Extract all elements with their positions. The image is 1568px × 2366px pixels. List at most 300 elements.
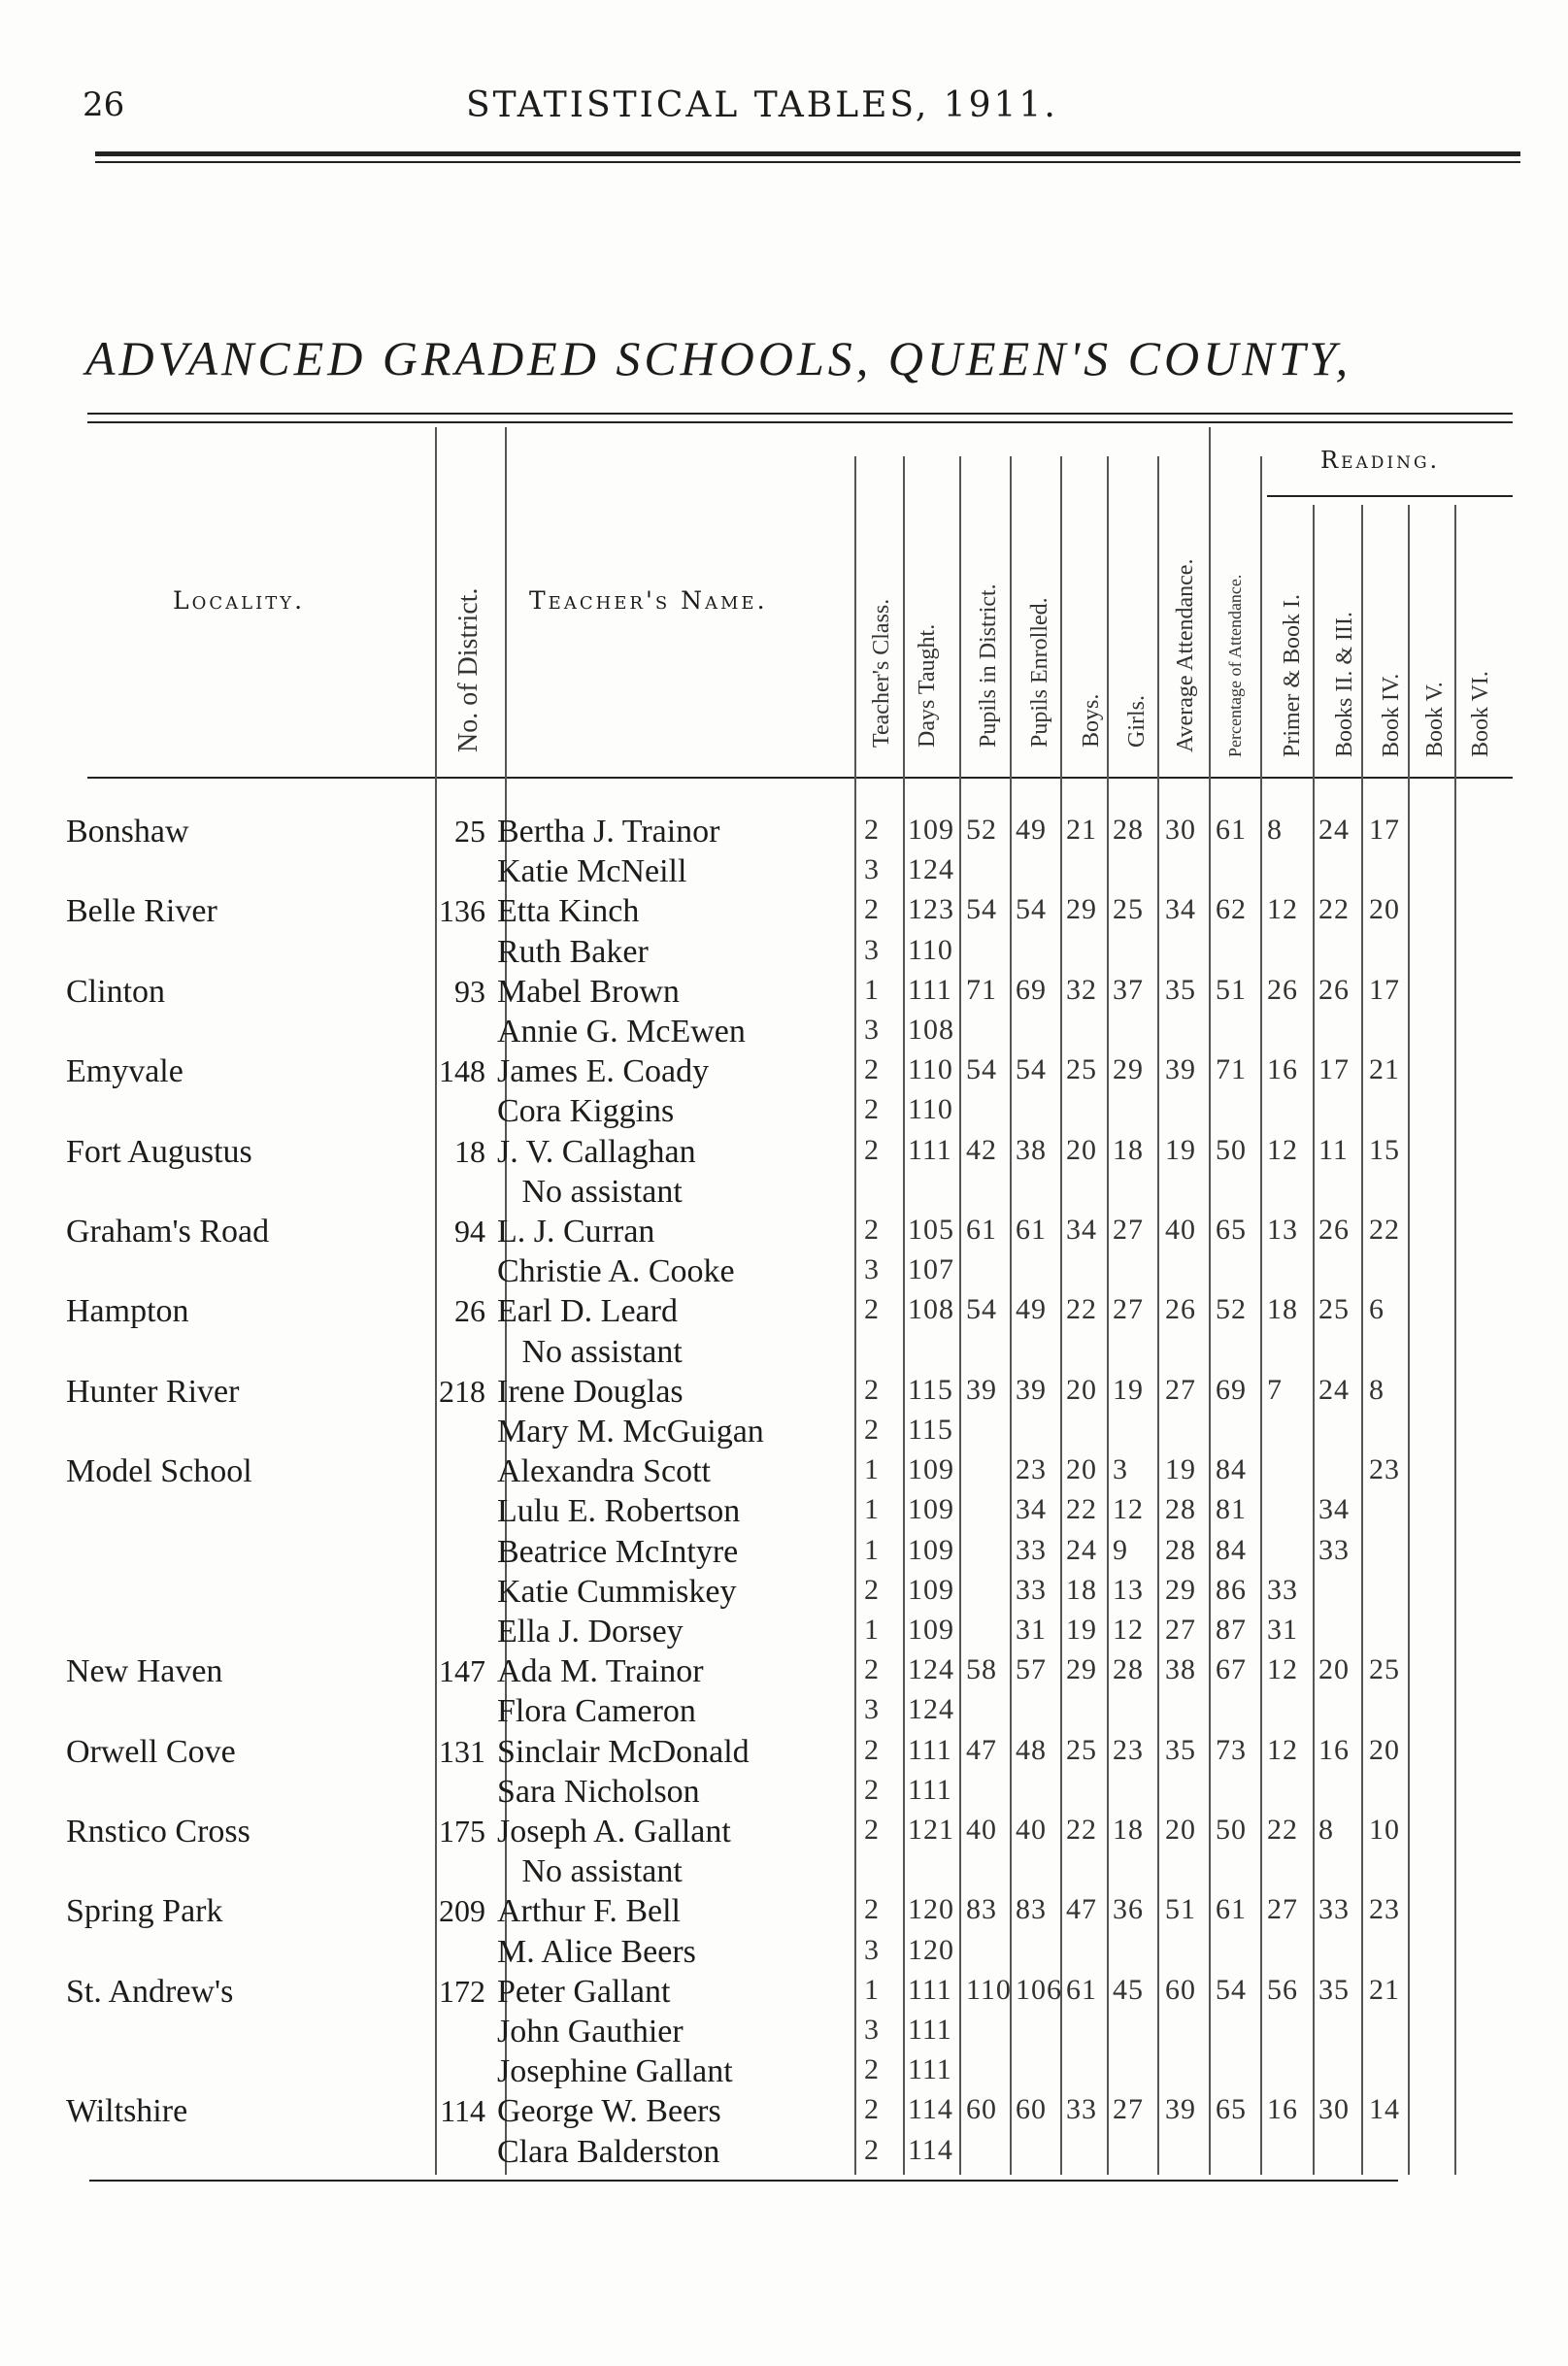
cell-teacher-class: 2 [864, 1414, 880, 1446]
cell-teacher-name: J. V. Callaghan [497, 1133, 696, 1170]
cell-teacher-name: Ada M. Trainor [497, 1653, 704, 1690]
cell-teacher-class: 2 [864, 2093, 880, 2126]
cell-teacher-class: 3 [864, 1014, 880, 1046]
cell-boys: 32 [1066, 973, 1097, 1006]
col-header-book-4: Book IV. [1379, 673, 1404, 757]
cell-teacher-name: No assistant [497, 1853, 683, 1890]
cell-teacher-name: Arthur F. Bell [497, 1893, 681, 1930]
cell-girls: 13 [1113, 1573, 1144, 1606]
cell-district: 175 [439, 1814, 485, 1849]
cell-teacher-class: 1 [864, 1493, 880, 1526]
cell-boys: 20 [1066, 1373, 1097, 1406]
cell-average-attendance: 35 [1165, 1733, 1196, 1766]
col-header-boys: Boys. [1079, 693, 1104, 748]
cell-days-taught: 111 [908, 2053, 952, 2086]
cell-locality: St. Andrew's [66, 1973, 234, 2010]
cell-pupils-district: 39 [966, 1373, 997, 1406]
cell-days-taught: 124 [908, 853, 954, 886]
cell-teacher-name: Irene Douglas [497, 1373, 684, 1410]
cell-teacher-class: 1 [864, 973, 880, 1006]
cell-average-attendance: 26 [1165, 1293, 1196, 1326]
cell-primer-book-1: 8 [1267, 814, 1283, 846]
cell-teacher-name: Katie McNeill [497, 853, 687, 890]
reading-underline [1267, 495, 1513, 497]
cell-teacher-name: Mary M. McGuigan [497, 1414, 764, 1450]
cell-locality: Hampton [66, 1293, 189, 1330]
cell-primer-book-1: 16 [1267, 1053, 1298, 1086]
cell-primer-book-1: 7 [1267, 1373, 1283, 1406]
table-top-rule-2 [87, 421, 1513, 423]
cell-average-attendance: 20 [1165, 1814, 1196, 1846]
cell-girls: 28 [1113, 814, 1144, 846]
col-header-reading: Reading. [1320, 447, 1441, 474]
cell-teacher-name: Katie Cummiskey [497, 1573, 737, 1610]
cell-district: 209 [439, 1893, 485, 1929]
cell-average-attendance: 27 [1165, 1614, 1196, 1646]
cell-pupils-district: 54 [966, 1053, 997, 1086]
cell-district: 131 [439, 1733, 485, 1769]
cell-teacher-name: Sara Nicholson [497, 1773, 700, 1810]
col-header-district: No. of District. [453, 587, 484, 752]
col-header-books-2-3: Books II. & III. [1332, 612, 1357, 757]
cell-boys: 22 [1066, 1293, 1097, 1326]
cell-average-attendance: 19 [1165, 1453, 1196, 1486]
cell-teacher-class: 2 [864, 1093, 880, 1126]
cell-primer-book-1: 12 [1267, 1133, 1298, 1166]
cell-percentage-attendance: 87 [1216, 1614, 1247, 1646]
cell-books-2-3: 20 [1318, 1653, 1350, 1686]
cell-pupils-district: 60 [966, 2093, 997, 2126]
cell-days-taught: 111 [908, 1773, 952, 1806]
cell-days-taught: 108 [908, 1293, 954, 1326]
cell-teacher-name: Earl D. Leard [497, 1293, 678, 1330]
cell-pupils-district: 42 [966, 1133, 997, 1166]
cell-days-taught: 109 [908, 1573, 954, 1606]
cell-teacher-class: 3 [864, 2014, 880, 2046]
cell-pupils-enrolled: 49 [1016, 814, 1047, 846]
cell-district: 172 [439, 1973, 485, 2009]
cell-teacher-class: 3 [864, 1933, 880, 1966]
cell-pupils-enrolled: 61 [1016, 1214, 1047, 1246]
cell-teacher-class: 2 [864, 1733, 880, 1766]
cell-percentage-attendance: 65 [1216, 2093, 1247, 2126]
cell-days-taught: 109 [908, 814, 954, 846]
cell-boys: 47 [1066, 1893, 1097, 1926]
cell-days-taught: 110 [908, 1053, 953, 1086]
cell-average-attendance: 38 [1165, 1653, 1196, 1686]
column-rule [1313, 505, 1315, 2175]
cell-books-2-3: 24 [1318, 814, 1350, 846]
cell-book-4: 22 [1369, 1214, 1400, 1246]
col-header-primer-book-1: Primer & Book I. [1280, 594, 1305, 757]
cell-percentage-attendance: 62 [1216, 893, 1247, 926]
cell-pupils-district: 83 [966, 1893, 997, 1926]
cell-boys: 29 [1066, 1653, 1097, 1686]
cell-days-taught: 109 [908, 1453, 954, 1486]
cell-days-taught: 123 [908, 893, 954, 926]
cell-district: 136 [439, 893, 485, 929]
column-rule [1408, 505, 1410, 2175]
cell-teacher-class: 2 [864, 1653, 880, 1686]
cell-percentage-attendance: 54 [1216, 1973, 1247, 2006]
cell-books-2-3: 35 [1318, 1973, 1350, 2006]
cell-pupils-enrolled: 49 [1016, 1293, 1047, 1326]
col-header-days-taught: Days Taught. [915, 623, 940, 748]
column-rule [1454, 505, 1456, 2175]
cell-book-4: 23 [1369, 1893, 1400, 1926]
cell-teacher-class: 2 [864, 1373, 880, 1406]
cell-teacher-name: Etta Kinch [497, 893, 640, 930]
cell-teacher-name: No assistant [497, 1333, 683, 1370]
cell-teacher-class: 3 [864, 933, 880, 966]
cell-primer-book-1: 12 [1267, 1733, 1298, 1766]
cell-district: 147 [439, 1653, 485, 1689]
header-rule-thin [95, 161, 1520, 163]
cell-book-4: 8 [1369, 1373, 1385, 1406]
cell-days-taught: 110 [908, 1093, 953, 1126]
cell-primer-book-1: 26 [1267, 973, 1298, 1006]
cell-days-taught: 109 [908, 1533, 954, 1566]
cell-teacher-class: 1 [864, 1614, 880, 1646]
cell-boys: 21 [1066, 814, 1097, 846]
cell-pupils-enrolled: 69 [1016, 973, 1047, 1006]
cell-primer-book-1: 13 [1267, 1214, 1298, 1246]
cell-pupils-enrolled: 34 [1016, 1493, 1047, 1526]
col-header-book-5: Book V. [1422, 682, 1448, 757]
cell-book-4: 10 [1369, 1814, 1400, 1846]
cell-average-attendance: 28 [1165, 1493, 1196, 1526]
col-header-book-6: Book VI. [1468, 671, 1493, 757]
cell-books-2-3: 11 [1318, 1133, 1349, 1166]
cell-locality: Wiltshire [66, 2093, 188, 2130]
cell-books-2-3: 26 [1318, 1214, 1350, 1246]
column-rule [1157, 456, 1159, 2175]
cell-teacher-name: Ella J. Dorsey [497, 1614, 684, 1650]
cell-teacher-class: 2 [864, 893, 880, 926]
cell-primer-book-1: 12 [1267, 1653, 1298, 1686]
column-rule [1260, 456, 1262, 2175]
cell-girls: 37 [1113, 973, 1144, 1006]
cell-primer-book-1: 33 [1267, 1573, 1298, 1606]
cell-locality: Spring Park [66, 1893, 223, 1930]
cell-girls: 27 [1113, 1214, 1144, 1246]
cell-average-attendance: 19 [1165, 1133, 1196, 1166]
cell-teacher-class: 2 [864, 1814, 880, 1846]
cell-average-attendance: 34 [1165, 893, 1196, 926]
col-header-teacher-class: Teacher's Class. [869, 598, 894, 748]
cell-pupils-enrolled: 48 [1016, 1733, 1047, 1766]
cell-teacher-class: 2 [864, 2133, 880, 2166]
col-header-average-attendance: Average Attendance. [1173, 558, 1198, 752]
cell-percentage-attendance: 69 [1216, 1373, 1247, 1406]
header-rule-thick [95, 151, 1520, 156]
cell-primer-book-1: 12 [1267, 893, 1298, 926]
cell-book-4: 17 [1369, 814, 1400, 846]
cell-teacher-class: 2 [864, 1773, 880, 1806]
cell-boys: 19 [1066, 1614, 1097, 1646]
cell-average-attendance: 27 [1165, 1373, 1196, 1406]
column-rule [1361, 505, 1363, 2175]
cell-teacher-class: 2 [864, 1293, 880, 1326]
cell-days-taught: 120 [908, 1933, 954, 1966]
cell-percentage-attendance: 86 [1216, 1573, 1247, 1606]
cell-pupils-district: 71 [966, 973, 997, 1006]
cell-books-2-3: 24 [1318, 1373, 1350, 1406]
column-rule [854, 456, 856, 2175]
cell-average-attendance: 30 [1165, 814, 1196, 846]
cell-locality: Clinton [66, 973, 166, 1010]
cell-teacher-name: Clara Balderston [497, 2133, 720, 2170]
cell-average-attendance: 39 [1165, 2093, 1196, 2126]
cell-percentage-attendance: 50 [1216, 1814, 1247, 1846]
cell-primer-book-1: 31 [1267, 1614, 1298, 1646]
cell-boys: 29 [1066, 893, 1097, 926]
cell-pupils-enrolled: 23 [1016, 1453, 1047, 1486]
cell-days-taught: 110 [908, 933, 953, 966]
cell-books-2-3: 26 [1318, 973, 1350, 1006]
cell-girls: 29 [1113, 1053, 1144, 1086]
cell-teacher-name: Flora Cameron [497, 1693, 696, 1730]
cell-days-taught: 115 [908, 1373, 953, 1406]
cell-books-2-3: 30 [1318, 2093, 1350, 2126]
cell-days-taught: 109 [908, 1614, 954, 1646]
column-rule [1060, 456, 1062, 2175]
cell-books-2-3: 25 [1318, 1293, 1350, 1326]
cell-district: 93 [454, 973, 485, 1009]
cell-teacher-class: 1 [864, 1973, 880, 2006]
cell-locality: Model School [66, 1453, 252, 1490]
cell-teacher-class: 2 [864, 1573, 880, 1606]
cell-district: 18 [454, 1133, 485, 1169]
cell-pupils-district: 61 [966, 1214, 997, 1246]
cell-teacher-name: Beatrice McIntyre [497, 1533, 739, 1570]
cell-boys: 20 [1066, 1133, 1097, 1166]
cell-boys: 34 [1066, 1214, 1097, 1246]
cell-teacher-name: Sinclair McDonald [497, 1733, 750, 1770]
cell-boys: 33 [1066, 2093, 1097, 2126]
cell-percentage-attendance: 71 [1216, 1053, 1247, 1086]
cell-primer-book-1: 18 [1267, 1293, 1298, 1326]
cell-days-taught: 109 [908, 1493, 954, 1526]
cell-pupils-district: 58 [966, 1653, 997, 1686]
cell-girls: 19 [1113, 1373, 1144, 1406]
cell-district: 94 [454, 1214, 485, 1249]
cell-locality: Graham's Road [66, 1214, 270, 1250]
cell-books-2-3: 22 [1318, 893, 1350, 926]
cell-primer-book-1: 56 [1267, 1973, 1298, 2006]
cell-book-4: 20 [1369, 1733, 1400, 1766]
cell-locality: Fort Augustus [66, 1133, 252, 1170]
cell-teacher-name: L. J. Curran [497, 1214, 655, 1250]
cell-average-attendance: 29 [1165, 1573, 1196, 1606]
cell-locality: Bonshaw [66, 814, 189, 850]
cell-teacher-name: Peter Gallant [497, 1973, 671, 2010]
col-header-pupils-enrolled: Pupils Enrolled. [1027, 597, 1052, 748]
cell-pupils-enrolled: 40 [1016, 1814, 1047, 1846]
cell-boys: 61 [1066, 1973, 1097, 2006]
cell-average-attendance: 60 [1165, 1973, 1196, 2006]
cell-locality: New Haven [66, 1653, 223, 1690]
cell-teacher-name: Josephine Gallant [497, 2053, 733, 2090]
cell-percentage-attendance: 51 [1216, 973, 1247, 1006]
cell-days-taught: 111 [908, 973, 952, 1006]
cell-girls: 36 [1113, 1893, 1144, 1926]
cell-girls: 12 [1113, 1614, 1144, 1646]
column-rule [903, 456, 905, 2175]
cell-teacher-name: Joseph A. Gallant [497, 1814, 731, 1849]
col-header-percentage-attendance: Percentage of Attendance. [1225, 574, 1245, 757]
cell-books-2-3: 17 [1318, 1053, 1350, 1086]
cell-average-attendance: 40 [1165, 1214, 1196, 1246]
cell-teacher-name: Lulu E. Robertson [497, 1493, 741, 1530]
cell-girls: 18 [1113, 1133, 1144, 1166]
table-bottom-rule [89, 2180, 1398, 2182]
cell-girls: 27 [1113, 1293, 1144, 1326]
cell-teacher-class: 2 [864, 1893, 880, 1926]
cell-average-attendance: 39 [1165, 1053, 1196, 1086]
cell-percentage-attendance: 61 [1216, 814, 1247, 846]
column-rule [959, 456, 961, 2175]
col-header-teacher: Teacher's Name. [529, 586, 768, 615]
cell-pupils-district: 52 [966, 814, 997, 846]
cell-girls: 18 [1113, 1814, 1144, 1846]
cell-teacher-class: 2 [864, 814, 880, 846]
cell-pupils-district: 40 [966, 1814, 997, 1846]
cell-boys: 20 [1066, 1453, 1097, 1486]
cell-days-taught: 111 [908, 1973, 952, 2006]
cell-pupils-enrolled: 106 [1016, 1973, 1062, 2006]
cell-girls: 9 [1113, 1533, 1128, 1566]
cell-teacher-name: George W. Beers [497, 2093, 721, 2130]
cell-teacher-name: John Gauthier [497, 2014, 684, 2049]
cell-teacher-name: Christie A. Cooke [497, 1253, 735, 1290]
cell-teacher-class: 2 [864, 2053, 880, 2086]
cell-teacher-name: Ruth Baker [497, 933, 649, 970]
column-rule [1107, 456, 1109, 2175]
column-rule [1010, 456, 1012, 2175]
cell-book-4: 6 [1369, 1293, 1385, 1326]
cell-district: 25 [454, 814, 485, 849]
cell-teacher-class: 2 [864, 1053, 880, 1086]
cell-days-taught: 120 [908, 1893, 954, 1926]
cell-pupils-enrolled: 33 [1016, 1533, 1047, 1566]
cell-days-taught: 111 [908, 1733, 952, 1766]
cell-percentage-attendance: 67 [1216, 1653, 1247, 1686]
cell-book-4: 23 [1369, 1453, 1400, 1486]
cell-locality: Rnstico Cross [66, 1814, 250, 1849]
cell-book-4: 20 [1369, 893, 1400, 926]
cell-teacher-name: Alexandra Scott [497, 1453, 711, 1490]
cell-days-taught: 114 [908, 2093, 953, 2126]
cell-pupils-enrolled: 54 [1016, 893, 1047, 926]
cell-girls: 3 [1113, 1453, 1128, 1486]
cell-average-attendance: 35 [1165, 973, 1196, 1006]
cell-books-2-3: 33 [1318, 1893, 1350, 1926]
col-header-pupils-district: Pupils in District. [976, 583, 1001, 748]
cell-book-4: 15 [1369, 1133, 1400, 1166]
cell-district: 148 [439, 1053, 485, 1089]
cell-percentage-attendance: 81 [1216, 1493, 1247, 1526]
cell-teacher-class: 1 [864, 1453, 880, 1486]
cell-pupils-enrolled: 60 [1016, 2093, 1047, 2126]
cell-percentage-attendance: 52 [1216, 1293, 1247, 1326]
cell-girls: 28 [1113, 1653, 1144, 1686]
cell-days-taught: 114 [908, 2133, 953, 2166]
cell-girls: 25 [1113, 893, 1144, 926]
cell-days-taught: 105 [908, 1214, 954, 1246]
cell-percentage-attendance: 84 [1216, 1533, 1247, 1566]
cell-pupils-district: 47 [966, 1733, 997, 1766]
cell-book-4: 21 [1369, 1973, 1400, 2006]
cell-teacher-name: Bertha J. Trainor [497, 814, 720, 850]
cell-teacher-name: James E. Coady [497, 1053, 710, 1090]
cell-teacher-class: 3 [864, 1693, 880, 1726]
cell-pupils-enrolled: 38 [1016, 1133, 1047, 1166]
cell-district: 114 [440, 2093, 485, 2129]
cell-book-4: 25 [1369, 1653, 1400, 1686]
cell-locality: Hunter River [66, 1373, 240, 1410]
cell-locality: Emyvale [66, 1053, 183, 1090]
cell-boys: 18 [1066, 1573, 1097, 1606]
cell-boys: 22 [1066, 1814, 1097, 1846]
cell-book-4: 14 [1369, 2093, 1400, 2126]
cell-percentage-attendance: 73 [1216, 1733, 1247, 1766]
cell-book-4: 21 [1369, 1053, 1400, 1086]
cell-locality: Belle River [66, 893, 217, 930]
cell-teacher-name: Mabel Brown [497, 973, 680, 1010]
running-title: STATISTICAL TABLES, 1911. [466, 85, 1058, 125]
cell-boys: 22 [1066, 1493, 1097, 1526]
cell-days-taught: 124 [908, 1653, 954, 1686]
cell-girls: 23 [1113, 1733, 1144, 1766]
cell-teacher-class: 2 [864, 1133, 880, 1166]
col-header-locality: Locality. [173, 586, 306, 615]
cell-girls: 27 [1113, 2093, 1144, 2126]
header-bottom-rule [87, 777, 1513, 779]
cell-days-taught: 111 [908, 1133, 952, 1166]
cell-district: 26 [454, 1293, 485, 1329]
table-title: ADVANCED GRADED SCHOOLS, QUEEN'S COUNTY, [85, 331, 1352, 385]
cell-teacher-class: 1 [864, 1533, 880, 1566]
cell-books-2-3: 8 [1318, 1814, 1334, 1846]
cell-teacher-name: M. Alice Beers [497, 1933, 696, 1970]
cell-boys: 25 [1066, 1733, 1097, 1766]
cell-days-taught: 107 [908, 1253, 954, 1286]
cell-pupils-enrolled: 31 [1016, 1614, 1047, 1646]
cell-primer-book-1: 16 [1267, 2093, 1298, 2126]
cell-teacher-class: 2 [864, 1214, 880, 1246]
cell-pupils-district: 54 [966, 893, 997, 926]
cell-books-2-3: 34 [1318, 1493, 1350, 1526]
cell-girls: 12 [1113, 1493, 1144, 1526]
cell-percentage-attendance: 61 [1216, 1893, 1247, 1926]
cell-pupils-district: 54 [966, 1293, 997, 1326]
cell-days-taught: 121 [908, 1814, 954, 1846]
cell-girls: 45 [1113, 1973, 1144, 2006]
cell-primer-book-1: 22 [1267, 1814, 1298, 1846]
cell-primer-book-1: 27 [1267, 1893, 1298, 1926]
cell-pupils-enrolled: 54 [1016, 1053, 1047, 1086]
cell-books-2-3: 16 [1318, 1733, 1350, 1766]
cell-percentage-attendance: 65 [1216, 1214, 1247, 1246]
cell-days-taught: 115 [908, 1414, 953, 1446]
cell-days-taught: 108 [908, 1014, 954, 1046]
column-rule [1209, 427, 1211, 2175]
cell-pupils-enrolled: 33 [1016, 1573, 1047, 1606]
cell-boys: 25 [1066, 1053, 1097, 1086]
cell-pupils-enrolled: 57 [1016, 1653, 1047, 1686]
cell-teacher-name: Annie G. McEwen [497, 1014, 746, 1050]
